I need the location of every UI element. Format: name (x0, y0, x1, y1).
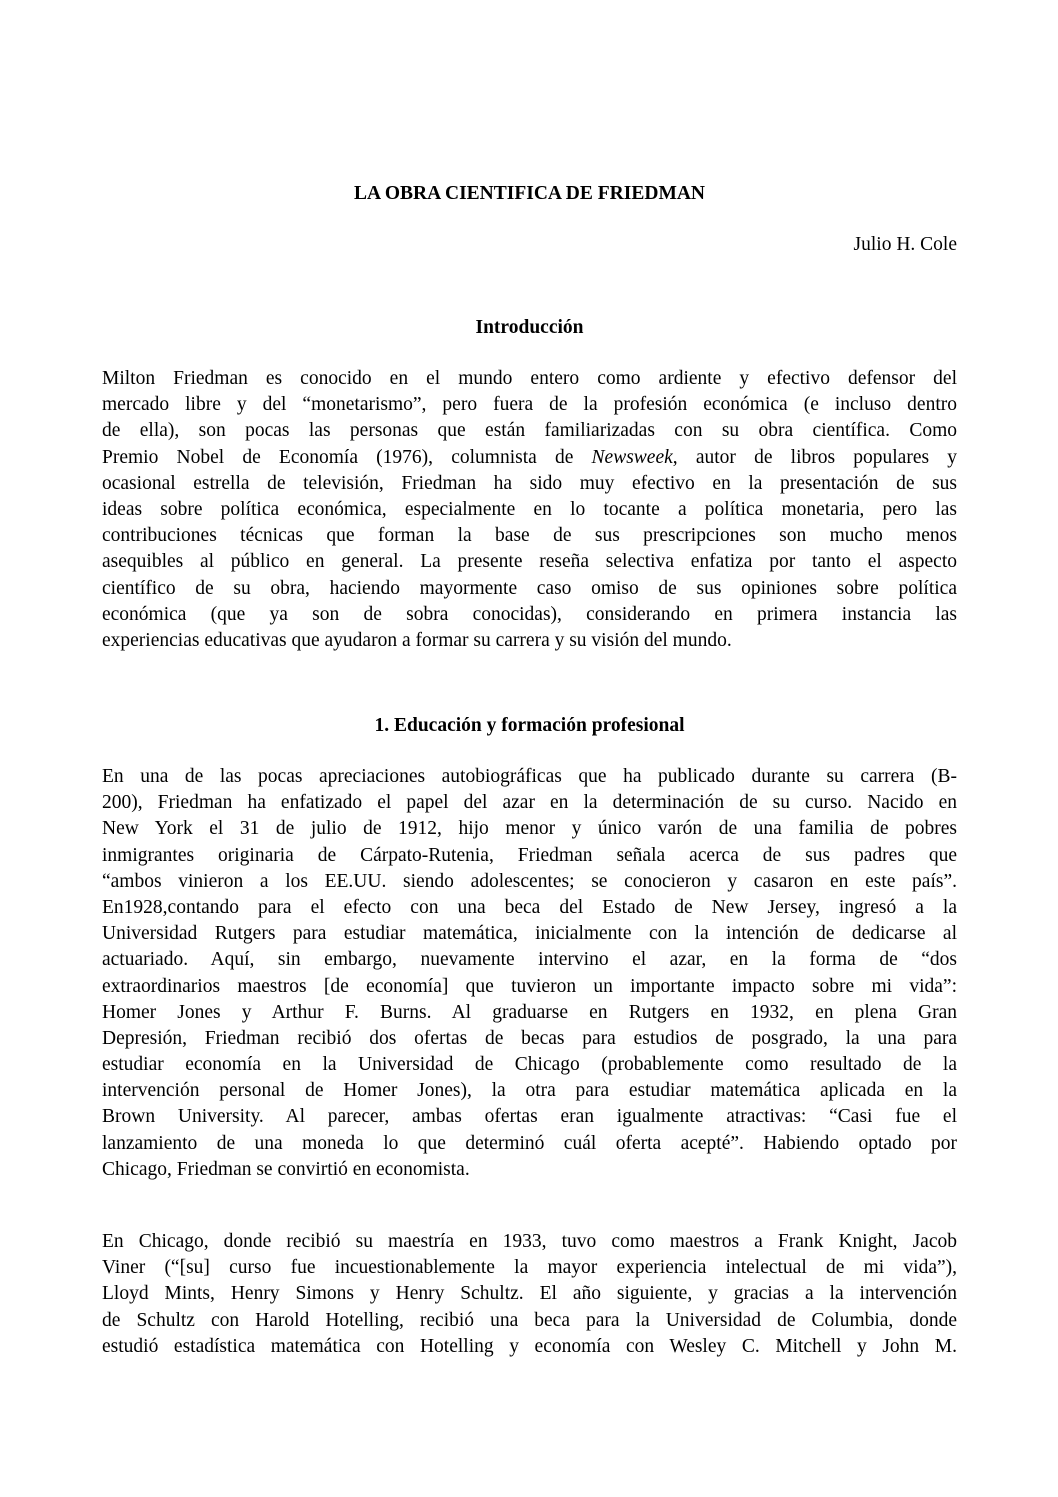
text-line (102, 445, 957, 471)
document-title: LA OBRA CIENTIFICA DE FRIEDMAN (353, 183, 706, 204)
text-line: mercado libre y del “monetarismo”, pero fuera de la profesión económica (e incluso dentro (102, 394, 957, 416)
text-line: contribuciones técnicas que forman la base de sus prescripciones son mucho menos (102, 525, 957, 547)
text-line: lanzamiento de una moneda lo que determinó cuál oferta acepté”. Habiendo optado por (102, 1132, 957, 1154)
text-line: asequibles al público en general. La presente reseña selectiva enfatiza por tanto el aspecto (102, 551, 957, 573)
text-line: estudiar economía en la Universidad de Chicago (probablemente como resultado de la (102, 1054, 957, 1076)
text-line: En una de las pocas apreciaciones autobiográficas que ha publicado durante su carrera (B- (102, 766, 957, 787)
text-line: económica (que ya son de sobra conocidas), considerando en primera instancia las (102, 603, 957, 625)
section-heading-introduction: Introducción (475, 317, 584, 338)
text-line: extraordinarios maestros [de economía] que tuvieron un importante impacto sobre mi vida”: (102, 975, 957, 997)
text-fragment: Premio Nobel de Economía (1976), columnista de (102, 446, 592, 468)
text-fragment: , autor de libros populares y (672, 446, 957, 468)
text-line: intervención personal de Homer Jones), la otra para estudiar matemática aplicada en la (102, 1080, 957, 1102)
text-line: Viner (“[su] curso fue incuestionablemente la mayor experiencia intelectual de mi vida”), (102, 1257, 957, 1279)
text-line: Brown University. Al parecer, ambas ofertas eran igualmente atractivas: “Casi fue el (102, 1106, 957, 1128)
text-line: ocasional estrella de televisión, Friedman ha sido muy efectivo en la presentación de sus (102, 472, 957, 494)
text-line: En1928,contando para el efecto con una beca del Estado de New Jersey, ingresó a la (102, 896, 957, 918)
text-line: de Schultz con Harold Hotelling, recibió una beca para la Universidad de Columbia, donde (102, 1309, 957, 1331)
text-line: experiencias educativas que ayudaron a formar su carrera y su visión del mundo. (102, 629, 732, 651)
text-line: científico de su obra, haciendo mayormente caso omiso de sus opiniones sobre política (102, 577, 957, 599)
text-line: “ambos vinieron a los EE.UU. siendo adolescentes; se conocieron y casaron en este país”. (102, 870, 957, 892)
text-line: de ella), son pocas las personas que están familiarizadas con su obra científica. Como (102, 420, 957, 442)
paragraph-introduction (102, 366, 957, 654)
section-heading-education: 1. Educación y formación profesional (374, 715, 685, 736)
text-line: En Chicago, donde recibió su maestría en 1933, tuvo como maestros a Frank Knight, Jacob (102, 1231, 957, 1252)
text-line: Lloyd Mints, Henry Simons y Henry Schultz. El año siguiente, y gracias a la intervención (102, 1283, 957, 1305)
paragraph-education-2 (102, 1229, 957, 1360)
text-line: Homer Jones y Arthur F. Burns. Al graduarse en Rutgers en 1932, en plena Gran (102, 1001, 957, 1023)
text-line: inmigrantes originaria de Cárpato-Rutenia, Friedman señala acerca de sus padres que (102, 844, 957, 866)
text-line: Depresión, Friedman recibió dos ofertas de becas para estudios de posgrado, la una para (102, 1027, 957, 1049)
text-line: actuariado. Aquí, sin embargo, nuevamente intervino el azar, en la forma de “dos (102, 949, 957, 971)
text-line: estudió estadística matemática con Hotelling y economía con Wesley C. Mitchell y John M. (102, 1335, 957, 1357)
paragraph-education-1 (102, 764, 957, 1183)
text-line: Universidad Rutgers para estudiar matemática, inicialmente con la intención de dedicarse al (102, 923, 957, 945)
text-line: ideas sobre política económica, especialmente en lo tocante a política monetaria, pero las (102, 498, 957, 520)
text-line: Chicago, Friedman se convirtió en economista. (102, 1158, 470, 1180)
italic-publication-name: Newsweek (591, 446, 673, 468)
text-line: 200), Friedman ha enfatizado el papel del azar en la determinación de su curso. Nacido en (102, 792, 957, 814)
text-line: Milton Friedman es conocido en el mundo entero como ardiente y efectivo defensor del (102, 368, 957, 389)
author-name: Julio H. Cole (853, 234, 957, 255)
text-line: New York el 31 de julio de 1912, hijo menor y único varón de una familia de pobres (102, 818, 957, 840)
